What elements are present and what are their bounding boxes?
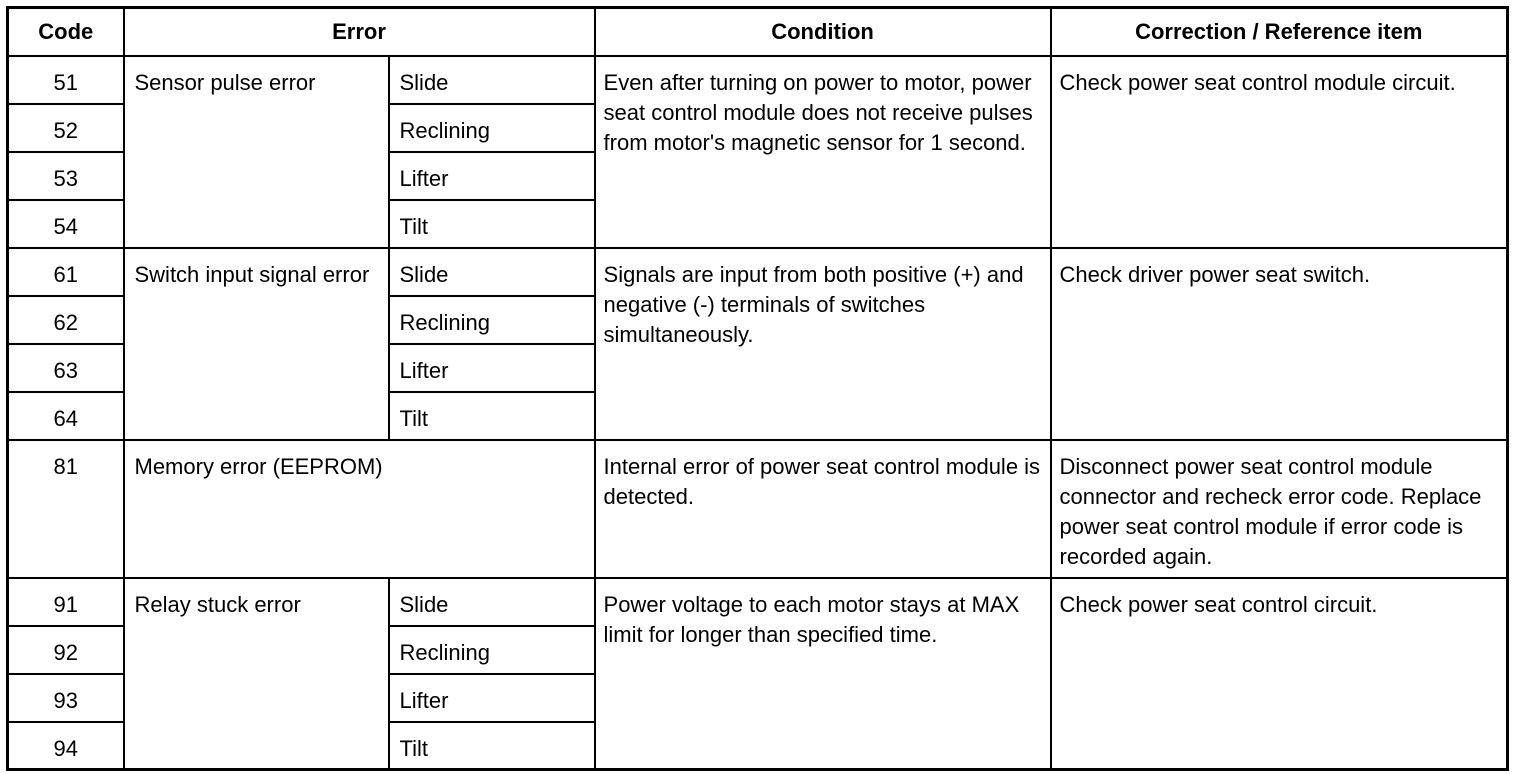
axis-cell: Tilt [389,200,595,248]
table-row [8,56,1508,104]
error-code-table [6,6,1509,771]
header-condition: Condition [595,8,1051,56]
correction-cell: Disconnect power seat control module connector and recheck error code. Replace power seat control module if error code is recorded again. [1051,440,1508,578]
code-cell: 81 [8,440,124,578]
error-code-table-wrapper [6,6,1509,771]
code-cell: 64 [8,392,124,440]
error-cell: Memory error (EEPROM) [124,440,595,578]
header-error: Error [124,8,595,56]
code-cell: 93 [8,674,124,722]
condition-cell: Internal error of power seat control module is detected. [595,440,1051,578]
code-cell: 92 [8,626,124,674]
code-cell: 53 [8,152,124,200]
code-cell: 62 [8,296,124,344]
code-cell: 94 [8,722,124,770]
error-cell: Switch input signal error [124,248,389,440]
correction-cell: Check power seat control circuit. [1051,578,1508,770]
error-cell: Sensor pulse error [124,56,389,248]
axis-cell: Tilt [389,392,595,440]
axis-cell: Lifter [389,344,595,392]
axis-cell: Reclining [389,626,595,674]
code-cell: 61 [8,248,124,296]
correction-cell: Check power seat control module circuit. [1051,56,1508,248]
axis-cell: Slide [389,578,595,626]
condition-cell: Even after turning on power to motor, power seat control module does not receive pulses from motor's magnetic sensor for 1 second. [595,56,1051,248]
header-row [8,8,1508,56]
code-cell: 54 [8,200,124,248]
table-row [8,440,1508,578]
table-row [8,248,1508,296]
axis-cell: Slide [389,248,595,296]
axis-cell: Lifter [389,674,595,722]
axis-cell: Slide [389,56,595,104]
correction-cell: Check driver power seat switch. [1051,248,1508,440]
code-cell: 51 [8,56,124,104]
header-code: Code [8,8,124,56]
condition-cell: Power voltage to each motor stays at MAX limit for longer than specified time. [595,578,1051,770]
code-cell: 91 [8,578,124,626]
axis-cell: Lifter [389,152,595,200]
condition-cell: Signals are input from both positive (+) and negative (-) terminals of switches simultaneously. [595,248,1051,440]
code-cell: 63 [8,344,124,392]
axis-cell: Tilt [389,722,595,770]
table-row [8,578,1508,626]
code-cell: 52 [8,104,124,152]
axis-cell: Reclining [389,296,595,344]
axis-cell: Reclining [389,104,595,152]
header-correction: Correction / Reference item [1051,8,1508,56]
error-cell: Relay stuck error [124,578,389,770]
